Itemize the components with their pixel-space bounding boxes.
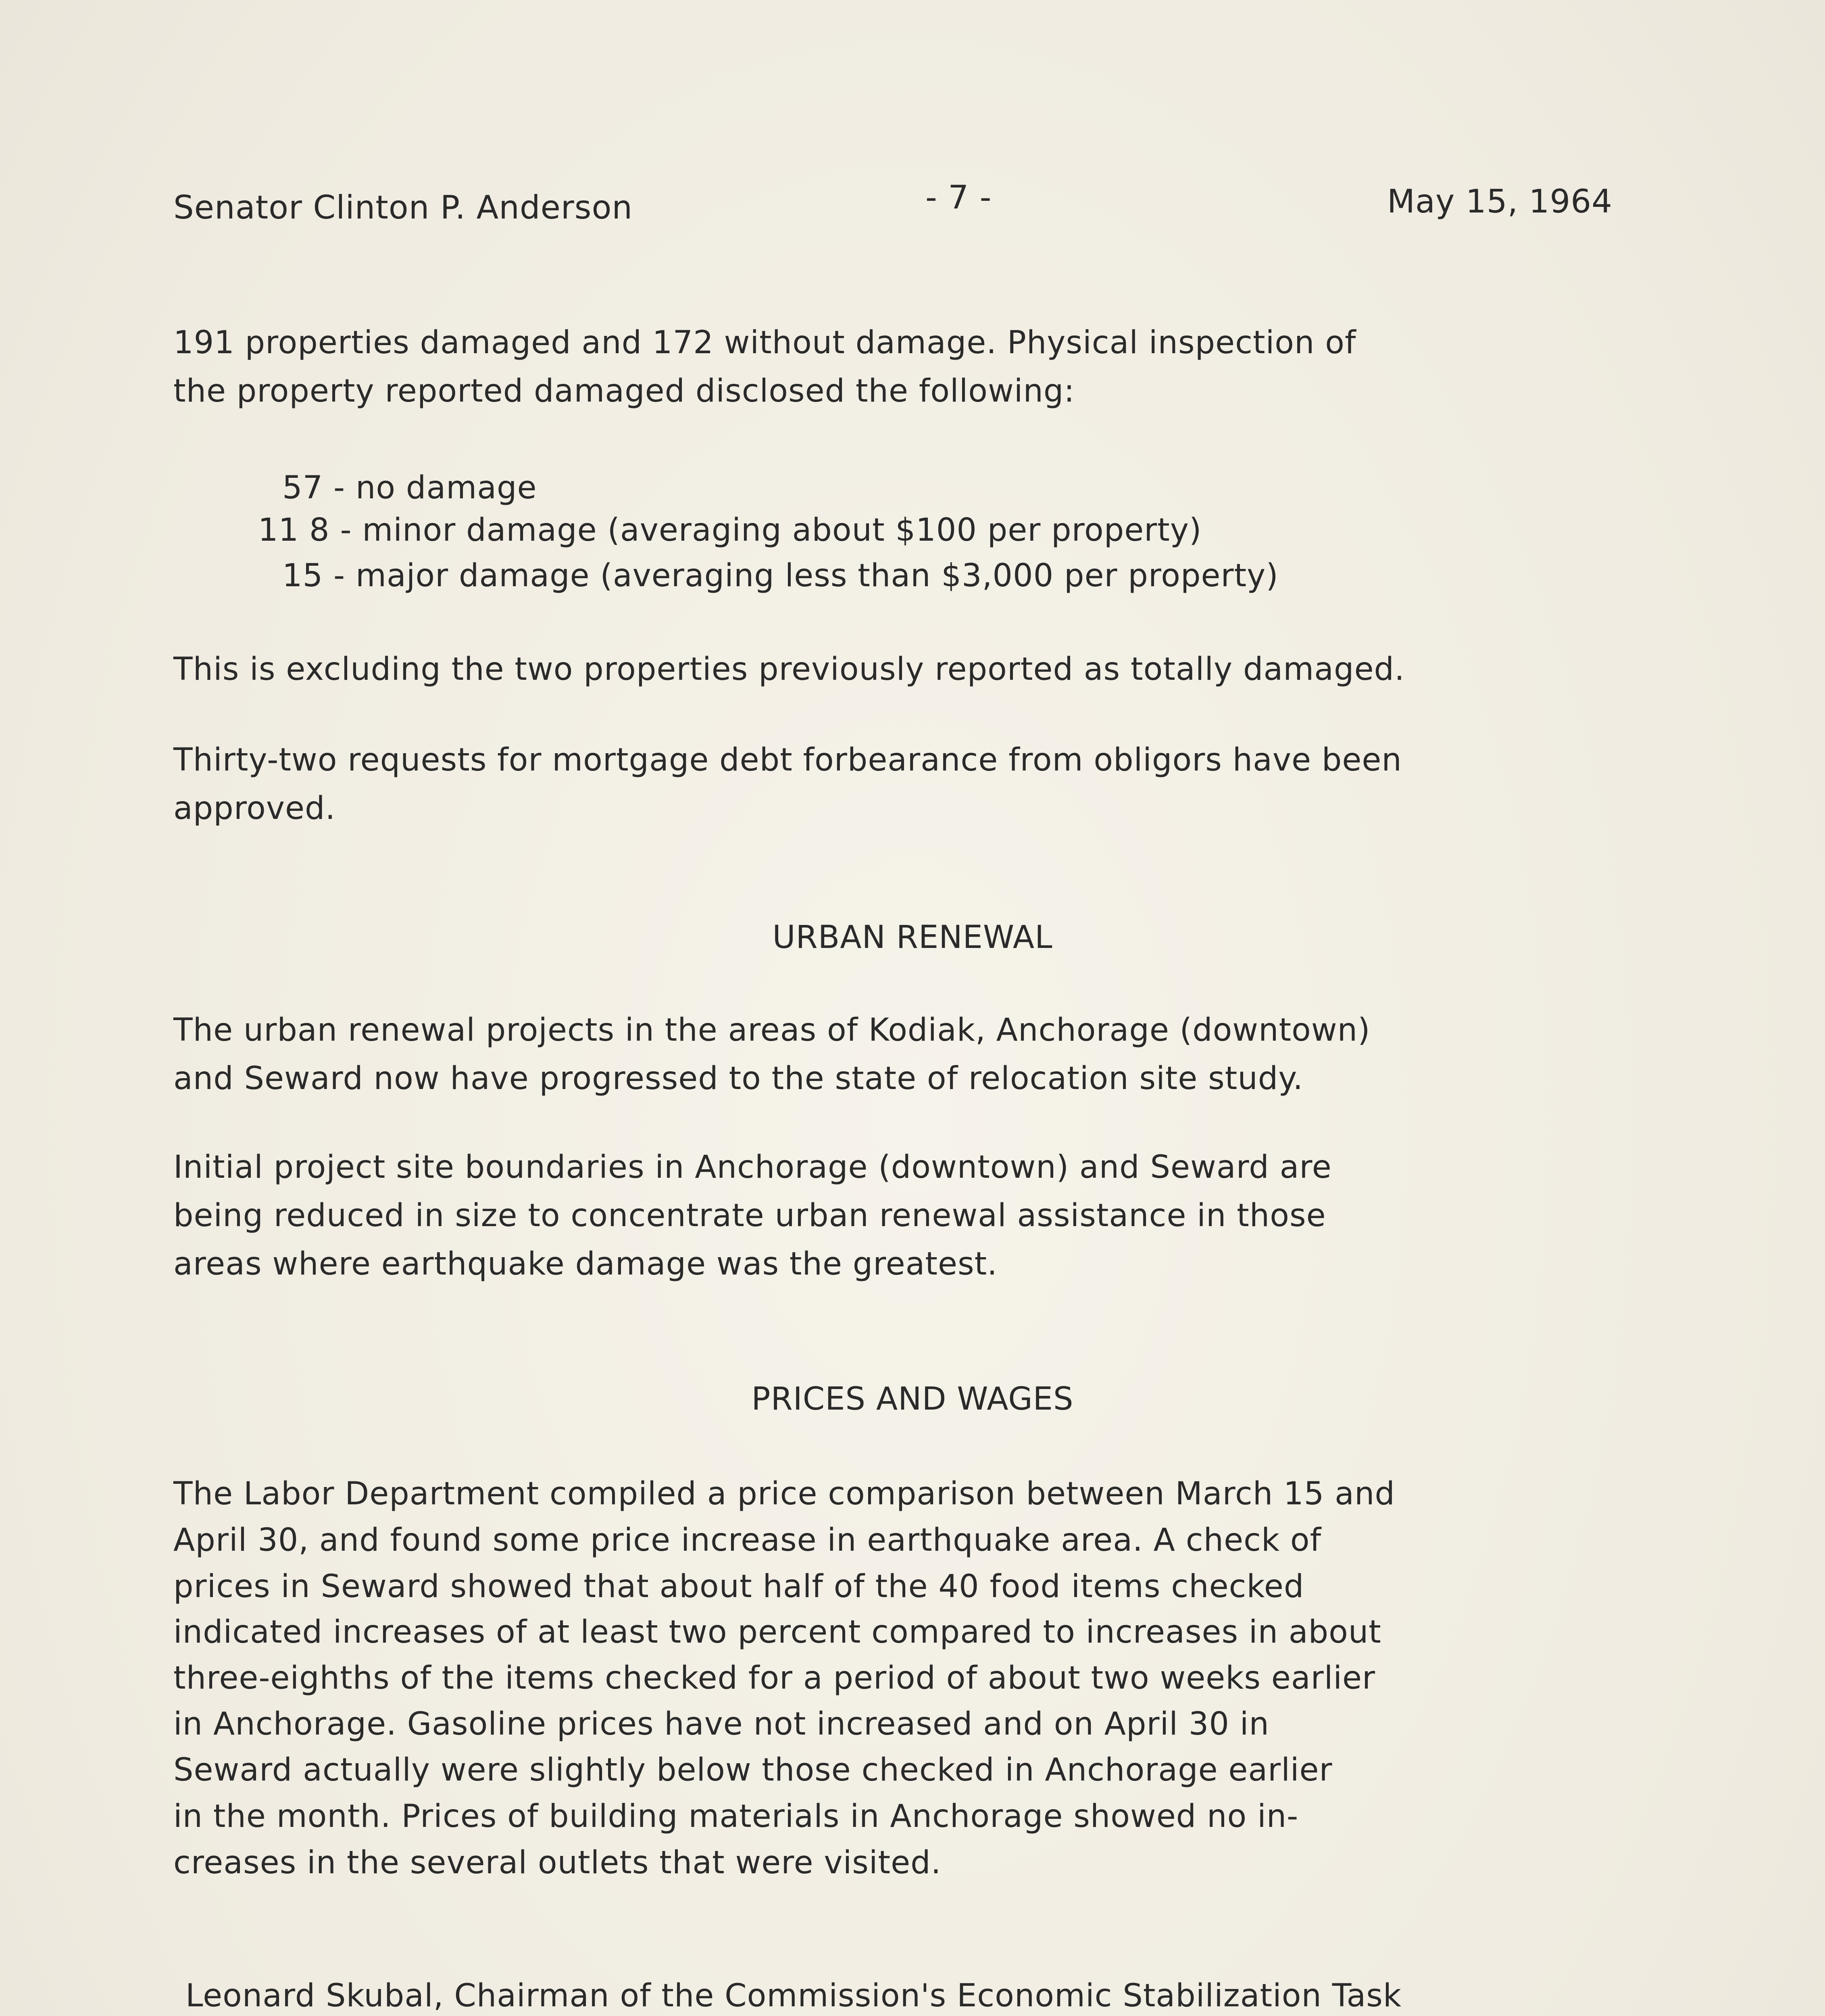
paragraph-line: in the month. Prices of building materials in Anchorage showed no in-: [173, 1798, 1299, 1835]
paragraph-line: three-eighths of the items checked for a period of about two weeks earlier: [173, 1660, 1376, 1696]
paragraph-line: The Labor Department compiled a price comparison between March 15 and: [173, 1476, 1395, 1512]
paragraph-line: 191 properties damaged and 172 without damage. Physical inspection of: [173, 325, 1356, 361]
damage-list-item: 57 - no damage: [282, 470, 537, 506]
excluding-note: This is excluding the two properties previously reported as totally damaged.: [173, 651, 1405, 687]
paragraph-line: prices in Seward showed that about half of the 40 food items checked: [173, 1568, 1304, 1605]
paragraph-line: in Anchorage. Gasoline prices have not increased and on April 30 in: [173, 1706, 1269, 1742]
paragraph-line: and Seward now have progressed to the state of relocation site study.: [173, 1060, 1304, 1097]
page-number: - 7 -: [925, 179, 992, 216]
paragraph-line: The urban renewal projects in the areas of Kodiak, Anchorage (downtown): [173, 1012, 1371, 1048]
paragraph-line: indicated increases of at least two percent compared to increases in about: [173, 1614, 1381, 1650]
section-heading-urban-renewal: URBAN RENEWAL: [772, 919, 1053, 956]
paragraph-line: the property reported damaged disclosed the following:: [173, 373, 1075, 409]
paragraph-line: Seward actually were slightly below those checked in Anchorage earlier: [173, 1752, 1333, 1788]
paragraph-line: Leonard Skubal, Chairman of the Commission's Economic Stabilization Task: [185, 1978, 1402, 2014]
damage-list-item: 11 8 - minor damage (averaging about $100 per property): [258, 512, 1202, 548]
section-heading-prices-wages: PRICES AND WAGES: [751, 1381, 1074, 1417]
paragraph-line: April 30, and found some price increase in earthquake area. A check of: [173, 1522, 1322, 1558]
damage-list-item: 15 - major damage (averaging less than $3,000 per property): [282, 558, 1279, 594]
recipient-name: Senator Clinton P. Anderson: [173, 189, 633, 226]
paragraph-line: approved.: [173, 790, 336, 827]
letter-date: May 15, 1964: [1387, 183, 1613, 220]
paragraph-line: creases in the several outlets that were visited.: [173, 1845, 942, 1881]
paragraph-line: areas where earthquake damage was the greatest.: [173, 1246, 998, 1282]
paragraph-line: Initial project site boundaries in Anchorage (downtown) and Seward are: [173, 1149, 1332, 1185]
paragraph-line: being reduced in size to concentrate urban renewal assistance in those: [173, 1198, 1326, 1234]
paragraph-line: Thirty-two requests for mortgage debt forbearance from obligors have been: [173, 742, 1402, 778]
